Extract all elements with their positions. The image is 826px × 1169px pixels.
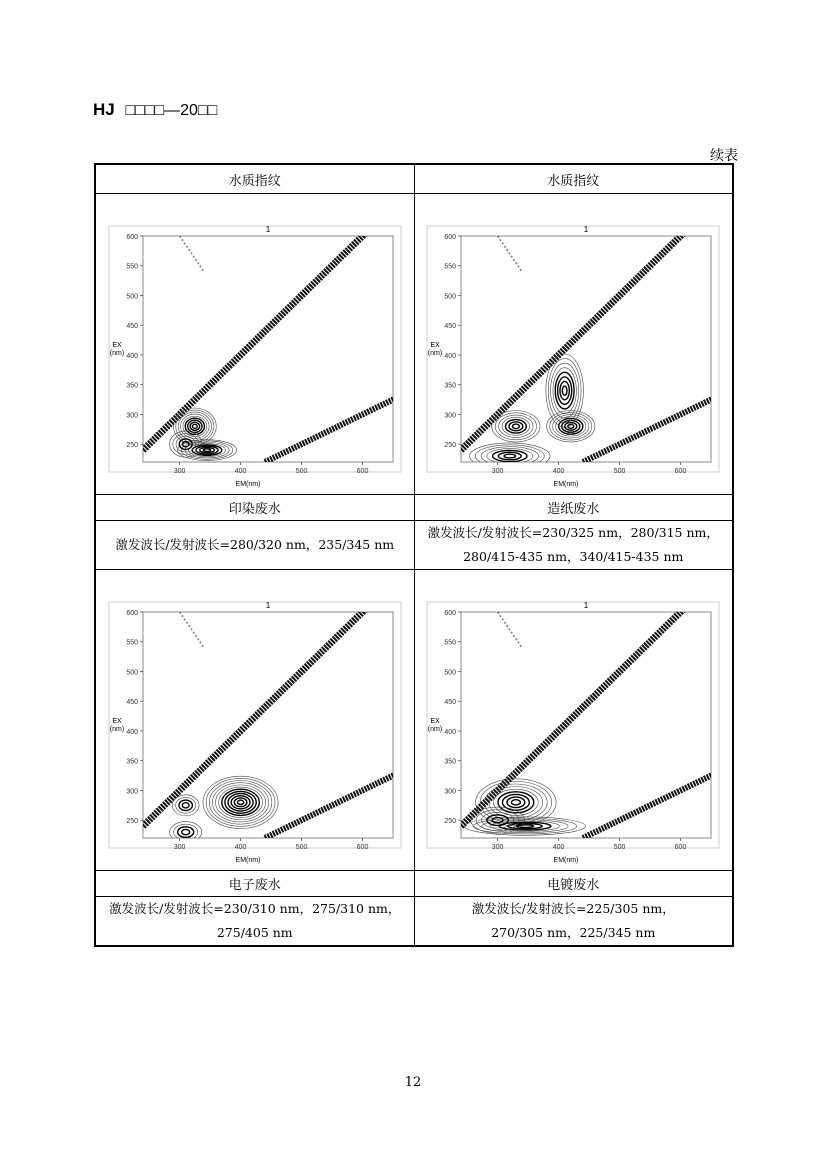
y-axis-unit: (nm) bbox=[428, 725, 443, 733]
y-tick-label: 600 bbox=[126, 234, 138, 241]
eem-plot-paper-cell bbox=[414, 194, 733, 495]
y-tick-label: 550 bbox=[126, 639, 138, 647]
x-tick-label: 500 bbox=[613, 844, 626, 851]
y-tick-label: 300 bbox=[126, 412, 138, 420]
y-tick-label: 250 bbox=[126, 442, 138, 450]
continued-label: 续表 bbox=[710, 148, 738, 164]
x-tick-label: 500 bbox=[295, 844, 308, 851]
eem-plot-electronics-cell bbox=[95, 570, 414, 871]
y-tick-label: 400 bbox=[126, 728, 138, 736]
y-tick-label: 250 bbox=[444, 818, 457, 826]
x-axis-label: EM(nm) bbox=[235, 481, 261, 488]
x-tick-label: 300 bbox=[173, 468, 186, 475]
y-tick-label: 500 bbox=[444, 293, 457, 301]
y-tick-label: 250 bbox=[126, 818, 138, 826]
y-tick-label: 450 bbox=[126, 323, 138, 331]
y-axis-label: EX bbox=[430, 341, 440, 349]
y-tick-label: 450 bbox=[444, 323, 457, 331]
plot-marker: 1 bbox=[584, 225, 589, 234]
y-axis-label: EX bbox=[112, 717, 122, 725]
sample-label-plating: 电镀废水 bbox=[414, 871, 733, 897]
eem-plot-paper bbox=[415, 208, 733, 488]
condition-line: 激发波长/发射波长=230/325 nm，280/315 nm， bbox=[427, 525, 719, 540]
plot-frame bbox=[143, 612, 393, 838]
y-tick-label: 550 bbox=[444, 263, 457, 271]
sample-label-paper: 造纸废水 bbox=[414, 495, 733, 521]
col-header-left: 水质指纹 bbox=[95, 164, 414, 194]
eem-plot-electronics bbox=[96, 584, 414, 864]
y-tick-label: 600 bbox=[126, 610, 138, 617]
x-tick-label: 600 bbox=[356, 844, 369, 851]
standard-code bbox=[93, 100, 217, 120]
plot-marker: 1 bbox=[265, 225, 270, 234]
y-tick-label: 400 bbox=[444, 352, 457, 360]
eem-plot-dyeing-cell bbox=[95, 194, 414, 495]
y-axis-unit: (nm) bbox=[109, 725, 124, 733]
y-tick-label: 600 bbox=[444, 234, 457, 241]
y-tick-label: 300 bbox=[444, 788, 457, 796]
y-tick-label: 300 bbox=[444, 412, 457, 420]
x-tick-label: 300 bbox=[173, 844, 186, 851]
x-tick-label: 300 bbox=[491, 468, 504, 475]
plot-marker: 1 bbox=[584, 601, 589, 610]
y-axis-label: EX bbox=[112, 341, 122, 349]
standard-number: □□□□—20□□ bbox=[125, 102, 218, 119]
x-tick-label: 500 bbox=[295, 468, 308, 475]
y-tick-label: 350 bbox=[444, 758, 457, 766]
y-tick-label: 550 bbox=[126, 263, 138, 271]
peak-conditions-plating bbox=[414, 897, 733, 947]
y-tick-label: 400 bbox=[126, 352, 138, 360]
col-header-right: 水质指纹 bbox=[414, 164, 733, 194]
standard-prefix: HJ bbox=[93, 100, 115, 119]
y-tick-label: 300 bbox=[126, 788, 138, 796]
sample-label-electronics: 电子废水 bbox=[95, 871, 414, 897]
x-tick-label: 400 bbox=[234, 844, 247, 851]
eem-contour-svg bbox=[423, 208, 723, 488]
eem-plot-plating-cell bbox=[414, 570, 733, 871]
eem-plot-plating bbox=[415, 584, 733, 864]
y-tick-label: 250 bbox=[444, 442, 457, 450]
eem-contour-svg bbox=[105, 208, 405, 488]
x-tick-label: 400 bbox=[552, 844, 565, 851]
x-axis-label: EM(nm) bbox=[235, 857, 261, 864]
y-tick-label: 450 bbox=[126, 699, 138, 707]
y-tick-label: 350 bbox=[126, 758, 138, 766]
eem-contour-svg bbox=[423, 584, 723, 864]
x-tick-label: 300 bbox=[491, 844, 504, 851]
y-tick-label: 400 bbox=[444, 728, 457, 736]
x-axis-label: EM(nm) bbox=[553, 481, 579, 488]
y-tick-label: 600 bbox=[444, 610, 457, 617]
peak-conditions-electronics bbox=[95, 897, 414, 947]
condition-line: 275/405 nm bbox=[216, 925, 293, 940]
x-tick-label: 400 bbox=[234, 468, 247, 475]
y-tick-label: 450 bbox=[444, 699, 457, 707]
y-tick-label: 500 bbox=[126, 293, 138, 301]
condition-line: 280/415-435 nm，340/415-435 nm bbox=[463, 549, 684, 564]
plot-frame bbox=[461, 236, 711, 462]
page-number: 12 bbox=[404, 1075, 422, 1090]
fingerprint-table bbox=[94, 163, 734, 947]
eem-plot-dyeing bbox=[96, 208, 414, 488]
y-axis-unit: (nm) bbox=[109, 349, 124, 357]
y-tick-label: 550 bbox=[444, 639, 457, 647]
x-tick-label: 400 bbox=[552, 468, 565, 475]
sample-label-dyeing: 印染废水 bbox=[95, 495, 414, 521]
eem-contour-svg bbox=[105, 584, 405, 864]
x-tick-label: 600 bbox=[356, 468, 369, 475]
x-axis-label: EM(nm) bbox=[553, 857, 579, 864]
peak-conditions-paper bbox=[414, 521, 733, 570]
condition-line: 270/305 nm，225/345 nm bbox=[491, 925, 656, 940]
x-tick-label: 600 bbox=[674, 468, 687, 475]
y-axis-unit: (nm) bbox=[428, 349, 443, 357]
y-tick-label: 350 bbox=[444, 382, 457, 390]
condition-line: 激发波长/发射波长=280/320 nm，235/345 nm bbox=[115, 537, 395, 552]
y-tick-label: 500 bbox=[444, 669, 457, 677]
y-tick-label: 350 bbox=[126, 382, 138, 390]
peak-conditions-dyeing bbox=[95, 521, 414, 570]
y-tick-label: 500 bbox=[126, 669, 138, 677]
x-tick-label: 600 bbox=[674, 844, 687, 851]
plot-marker: 1 bbox=[265, 601, 270, 610]
condition-line: 激发波长/发射波长=225/305 nm， bbox=[471, 901, 675, 916]
x-tick-label: 500 bbox=[613, 468, 626, 475]
condition-line: 激发波长/发射波长=230/310 nm，275/310 nm， bbox=[109, 901, 401, 916]
y-axis-label: EX bbox=[430, 717, 440, 725]
